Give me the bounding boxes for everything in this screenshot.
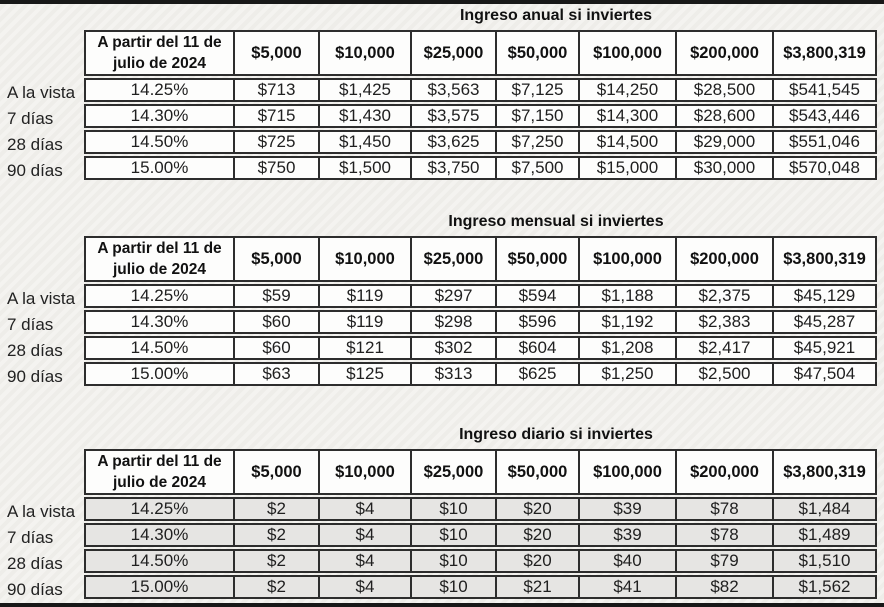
table-title: Ingreso mensual si inviertes xyxy=(448,213,664,230)
rate-cell: 14.50% xyxy=(84,130,235,154)
table-data-row xyxy=(84,104,877,128)
income-value-cell: $7,500 xyxy=(497,156,580,180)
income-value-cell: $10 xyxy=(412,549,497,573)
amount-header-cell: $3,800,319 xyxy=(774,30,877,76)
income-value-cell: $41 xyxy=(580,575,677,599)
income-value-cell: $297 xyxy=(412,284,497,308)
rate-cell: 15.00% xyxy=(84,156,235,180)
income-value-cell: $570,048 xyxy=(774,156,877,180)
table-data-row xyxy=(84,78,877,102)
income-value-cell: $21 xyxy=(497,575,580,599)
income-value-cell: $78 xyxy=(677,523,774,547)
income-value-cell: $715 xyxy=(235,104,320,128)
table-data-row xyxy=(84,549,877,573)
row-term-labels xyxy=(0,447,84,603)
income-value-cell: $713 xyxy=(235,78,320,102)
income-value-cell: $2 xyxy=(235,575,320,599)
table-wrap xyxy=(0,447,884,603)
date-range-header-cell: A partir del 11 de julio de 2024 xyxy=(84,236,235,282)
table-header-row xyxy=(84,236,877,282)
annual-income-table xyxy=(84,28,877,182)
daily-income-table-section xyxy=(0,425,884,603)
income-value-cell: $45,287 xyxy=(774,310,877,334)
income-value-cell: $1,192 xyxy=(580,310,677,334)
income-value-cell: $4 xyxy=(320,497,412,521)
income-value-cell: $63 xyxy=(235,362,320,386)
income-value-cell: $14,300 xyxy=(580,104,677,128)
amount-header-cell: $25,000 xyxy=(412,236,497,282)
rate-cell: 14.30% xyxy=(84,104,235,128)
income-value-cell: $750 xyxy=(235,156,320,180)
income-value-cell: $2,375 xyxy=(677,284,774,308)
term-row-label: 28 días xyxy=(7,554,63,573)
income-value-cell: $15,000 xyxy=(580,156,677,180)
table-wrap xyxy=(0,28,884,184)
income-value-cell: $541,545 xyxy=(774,78,877,102)
income-value-cell: $10 xyxy=(412,523,497,547)
income-value-cell: $1,510 xyxy=(774,549,877,573)
rate-cell: 15.00% xyxy=(84,362,235,386)
amount-header-cell: $5,000 xyxy=(235,236,320,282)
rate-cell: 14.50% xyxy=(84,549,235,573)
income-value-cell: $2 xyxy=(235,549,320,573)
income-value-cell: $4 xyxy=(320,575,412,599)
income-value-cell: $10 xyxy=(412,575,497,599)
income-value-cell: $14,500 xyxy=(580,130,677,154)
term-row-label: 28 días xyxy=(7,341,63,360)
amount-header-cell: $5,000 xyxy=(235,449,320,495)
term-row-label: 7 días xyxy=(7,109,54,128)
amount-header-cell: $200,000 xyxy=(677,449,774,495)
income-value-cell: $2 xyxy=(235,497,320,521)
income-value-cell: $125 xyxy=(320,362,412,386)
amount-header-cell: $10,000 xyxy=(320,236,412,282)
table-wrap xyxy=(0,234,884,390)
amount-header-cell: $100,000 xyxy=(580,30,677,76)
income-value-cell: $2 xyxy=(235,523,320,547)
income-value-cell: $7,150 xyxy=(497,104,580,128)
amount-header-cell: $200,000 xyxy=(677,30,774,76)
amount-header-cell: $50,000 xyxy=(497,30,580,76)
income-value-cell: $29,000 xyxy=(677,130,774,154)
income-value-cell: $302 xyxy=(412,336,497,360)
income-value-cell: $3,563 xyxy=(412,78,497,102)
income-value-cell: $10 xyxy=(412,497,497,521)
income-value-cell: $20 xyxy=(497,549,580,573)
income-value-cell: $1,489 xyxy=(774,523,877,547)
income-value-cell: $79 xyxy=(677,549,774,573)
term-row-label: A la vista xyxy=(7,289,76,308)
amount-header-cell: $10,000 xyxy=(320,449,412,495)
income-value-cell: $1,188 xyxy=(580,284,677,308)
income-value-cell: $39 xyxy=(580,523,677,547)
table-data-row xyxy=(84,284,877,308)
income-value-cell: $594 xyxy=(497,284,580,308)
income-value-cell: $604 xyxy=(497,336,580,360)
amount-header-cell: $100,000 xyxy=(580,236,677,282)
row-term-labels xyxy=(0,234,84,390)
income-value-cell: $1,208 xyxy=(580,336,677,360)
term-row-label: 7 días xyxy=(7,528,54,547)
table-title: Ingreso diario si inviertes xyxy=(459,426,653,443)
table-header-row xyxy=(84,30,877,76)
income-value-cell: $1,450 xyxy=(320,130,412,154)
income-value-cell: $45,921 xyxy=(774,336,877,360)
rate-cell: 14.30% xyxy=(84,523,235,547)
amount-header-cell: $25,000 xyxy=(412,449,497,495)
term-row-label: A la vista xyxy=(7,83,76,102)
term-row-label: 90 días xyxy=(7,367,63,386)
amount-header-cell: $25,000 xyxy=(412,30,497,76)
income-value-cell: $119 xyxy=(320,284,412,308)
income-value-cell: $596 xyxy=(497,310,580,334)
term-row-label: 7 días xyxy=(7,315,54,334)
income-value-cell: $543,446 xyxy=(774,104,877,128)
income-value-cell: $313 xyxy=(412,362,497,386)
table-data-row xyxy=(84,156,877,180)
income-value-cell: $82 xyxy=(677,575,774,599)
amount-header-cell: $100,000 xyxy=(580,449,677,495)
table-data-row xyxy=(84,523,877,547)
income-value-cell: $725 xyxy=(235,130,320,154)
income-value-cell: $2,417 xyxy=(677,336,774,360)
table-header-row xyxy=(84,449,877,495)
income-value-cell: $551,046 xyxy=(774,130,877,154)
table-data-row xyxy=(84,362,877,386)
table-title: Ingreso anual si inviertes xyxy=(459,7,653,24)
income-value-cell: $2,500 xyxy=(677,362,774,386)
income-value-cell: $1,500 xyxy=(320,156,412,180)
term-row-label: 90 días xyxy=(7,161,63,180)
income-value-cell: $298 xyxy=(412,310,497,334)
table-data-row xyxy=(84,575,877,599)
income-value-cell: $3,575 xyxy=(412,104,497,128)
term-row-label: 28 días xyxy=(7,135,63,154)
income-value-cell: $78 xyxy=(677,497,774,521)
income-value-cell: $1,430 xyxy=(320,104,412,128)
income-value-cell: $20 xyxy=(497,523,580,547)
top-letterbox-bar xyxy=(0,0,884,4)
income-value-cell: $1,250 xyxy=(580,362,677,386)
income-value-cell: $625 xyxy=(497,362,580,386)
income-value-cell: $4 xyxy=(320,523,412,547)
rate-cell: 15.00% xyxy=(84,575,235,599)
income-value-cell: $20 xyxy=(497,497,580,521)
income-value-cell: $47,504 xyxy=(774,362,877,386)
income-value-cell: $45,129 xyxy=(774,284,877,308)
rate-cell: 14.25% xyxy=(84,78,235,102)
amount-header-cell: $50,000 xyxy=(497,236,580,282)
table-data-row xyxy=(84,497,877,521)
amount-header-cell: $200,000 xyxy=(677,236,774,282)
income-value-cell: $30,000 xyxy=(677,156,774,180)
rate-cell: 14.25% xyxy=(84,497,235,521)
income-value-cell: $28,600 xyxy=(677,104,774,128)
income-value-cell: $2,383 xyxy=(677,310,774,334)
income-value-cell: $7,250 xyxy=(497,130,580,154)
rate-cell: 14.25% xyxy=(84,284,235,308)
income-value-cell: $121 xyxy=(320,336,412,360)
income-value-cell: $4 xyxy=(320,549,412,573)
bottom-letterbox-bar xyxy=(0,603,884,607)
income-value-cell: $60 xyxy=(235,336,320,360)
income-value-cell: $1,562 xyxy=(774,575,877,599)
monthly-income-table xyxy=(84,234,877,388)
term-row-label: A la vista xyxy=(7,502,76,521)
amount-header-cell: $3,800,319 xyxy=(774,449,877,495)
date-range-header-cell: A partir del 11 de julio de 2024 xyxy=(84,30,235,76)
daily-income-table xyxy=(84,447,877,601)
income-value-cell: $28,500 xyxy=(677,78,774,102)
income-value-cell: $59 xyxy=(235,284,320,308)
monthly-income-table-section xyxy=(0,212,884,390)
amount-header-cell: $50,000 xyxy=(497,449,580,495)
table-data-row xyxy=(84,130,877,154)
amount-header-cell: $10,000 xyxy=(320,30,412,76)
income-value-cell: $1,484 xyxy=(774,497,877,521)
income-value-cell: $119 xyxy=(320,310,412,334)
rate-cell: 14.50% xyxy=(84,336,235,360)
rate-cell: 14.30% xyxy=(84,310,235,334)
income-value-cell: $60 xyxy=(235,310,320,334)
income-value-cell: $1,425 xyxy=(320,78,412,102)
table-data-row xyxy=(84,310,877,334)
term-row-label: 90 días xyxy=(7,580,63,599)
table-data-row xyxy=(84,336,877,360)
row-term-labels xyxy=(0,28,84,184)
income-value-cell: $39 xyxy=(580,497,677,521)
date-range-header-cell: A partir del 11 de julio de 2024 xyxy=(84,449,235,495)
income-value-cell: $3,750 xyxy=(412,156,497,180)
amount-header-cell: $3,800,319 xyxy=(774,236,877,282)
income-value-cell: $14,250 xyxy=(580,78,677,102)
income-value-cell: $3,625 xyxy=(412,130,497,154)
income-value-cell: $40 xyxy=(580,549,677,573)
amount-header-cell: $5,000 xyxy=(235,30,320,76)
income-value-cell: $7,125 xyxy=(497,78,580,102)
annual-income-table-section xyxy=(0,6,884,184)
